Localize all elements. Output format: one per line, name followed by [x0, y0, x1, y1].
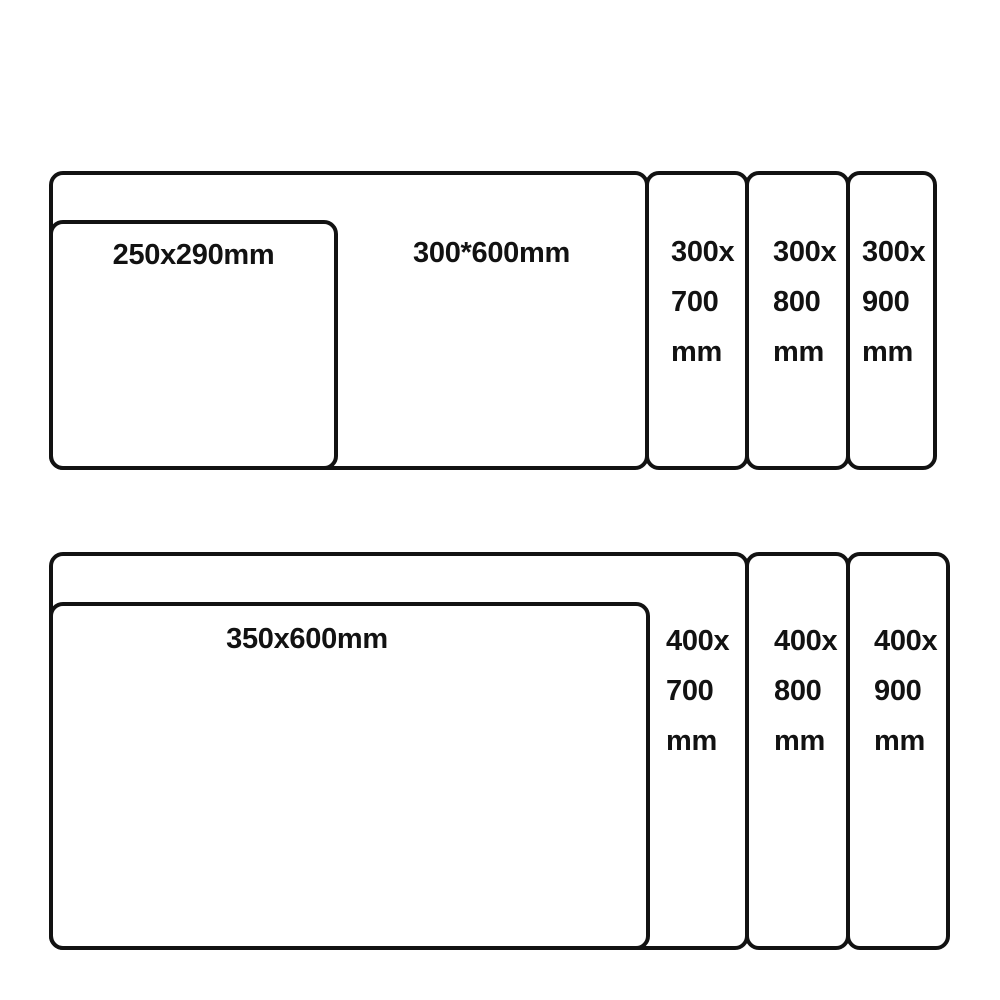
size-rect-300x700	[645, 171, 749, 470]
size-rect-300x900	[846, 171, 937, 470]
size-label-400x900	[874, 616, 937, 766]
size-label-300x600: 300*600mm	[413, 237, 570, 269]
size-label-400x800	[774, 616, 837, 766]
size-label-line: 400x	[874, 625, 938, 657]
size-label-line: mm	[774, 725, 825, 757]
size-label-300x900	[862, 227, 925, 377]
size-label-line: mm	[671, 336, 722, 368]
size-label-line: mm	[862, 336, 913, 368]
size-label-line: 400x	[666, 625, 730, 657]
size-label-line: 800	[773, 286, 821, 318]
size-label-line: 800	[774, 675, 822, 707]
size-rect-400x900	[846, 552, 950, 950]
size-label-line: mm	[874, 725, 925, 757]
size-label-line: mm	[773, 336, 824, 368]
size-label-line: 300x	[773, 236, 837, 268]
size-label-line: 300x	[671, 236, 735, 268]
size-label-250x290: 250x290mm	[112, 239, 275, 271]
size-label-line: 900	[862, 286, 910, 318]
size-label-line: 700	[666, 675, 714, 707]
size-rect-300x800	[745, 171, 850, 470]
size-label-line: 400x	[774, 625, 838, 657]
size-rect-400x800	[745, 552, 850, 950]
size-label-350x600: 350x600mm	[226, 623, 388, 655]
size-label-line: mm	[666, 725, 717, 757]
size-label-300x700	[671, 227, 734, 377]
size-label-400x700	[666, 616, 729, 766]
size-label-line: 300x	[862, 236, 926, 268]
size-rect-350x600	[49, 602, 650, 950]
size-label-300x800	[773, 227, 836, 377]
size-label-line: 700	[671, 286, 719, 318]
size-label-line: 900	[874, 675, 922, 707]
size-rect-250x290	[49, 220, 338, 470]
